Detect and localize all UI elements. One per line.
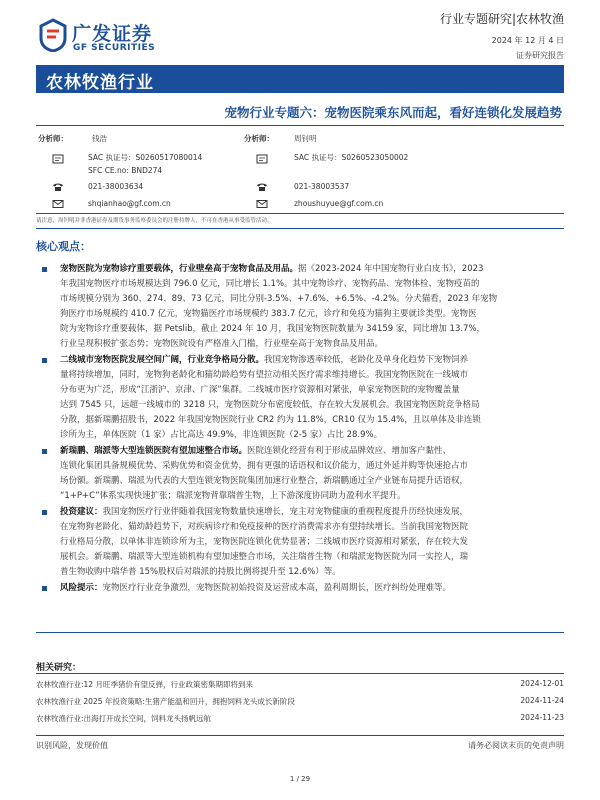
analyst-1-phone: 021-38003634 (88, 182, 144, 191)
key-point-text: 我国宠物医疗行业伴随着我国宠物数量快速增长，宠主对宠物健康的重视程度提升历经快速发展， (102, 507, 469, 517)
related-research-date: 2024-11-24 (520, 696, 564, 705)
related-research-date: 2024-12-01 (520, 679, 564, 688)
key-point-item (42, 444, 572, 504)
email-icon (256, 199, 268, 209)
key-point-text: 分布更为广泛，形成“江浙沪、京津、广深”集群。二线城市医疗资源相对紧张，单家宠物医院的宠物覆盖量 (60, 385, 460, 395)
related-research-divider (36, 673, 564, 674)
related-research-row[interactable] (36, 696, 564, 708)
industry-name: 农林牧渔行业 (46, 73, 154, 93)
industry-banner (36, 65, 564, 93)
analyst-2-name: 周钊明 (294, 134, 317, 143)
key-point-text: 诊所为主，单体医院（1 家）占比高达 49.9%，非连锁医院（2-5 家）占比 28.9%。 (60, 430, 383, 440)
disclaimer-divider (36, 228, 564, 229)
footer-slogan: 识别风险，发现价值 (36, 741, 108, 750)
key-point-text: 医院连锁化经营有利于形成品牌效应、增加客户黏性、 (247, 446, 452, 456)
brand-logo (38, 18, 178, 58)
key-point-text: 量将持续增加，同时，宠物狗老龄化和猫幼龄趋势有望拉动相关医疗需求维持增长。我国宠物医院在一线城市 (60, 370, 469, 380)
related-research-heading: 相关研究： (36, 663, 82, 673)
analyst-label: 分析师： (244, 134, 274, 143)
related-research-title[interactable]: 农林牧渔行业:出海打开成长空间，饲料龙头扬帆远航 (36, 714, 212, 723)
gf-logo-icon (38, 18, 68, 52)
bullet-marker-icon (42, 586, 47, 591)
key-points-heading: 核心观点： (36, 240, 91, 253)
related-research-row[interactable] (36, 713, 564, 725)
key-point-lead: 投资建议： (60, 507, 103, 517)
key-point-text: 宠物医疗行业竞争激烈，宠物医院初始投资及运营成本高，盈利周期长，医疗纠纷处理难等。 (102, 583, 452, 593)
analyst-2-email[interactable]: zhoushuyue@gf.com.cn (294, 199, 384, 208)
key-point-item (42, 581, 572, 596)
key-points-list (42, 262, 572, 597)
key-point-text: 在宠物狗老龄化、猫幼龄趋势下，对疾病诊疗和免疫接种的医疗消费需求亦有望持续增长。当前我国宠物医院 (60, 522, 469, 532)
brand-name-cn: 广发证券 (72, 23, 153, 45)
analyst-1-sac: SAC 执证号：S0260517080014 (88, 153, 203, 162)
key-point-text: 展机会。新瑞鹏、瑞派等大型连锁机构有望加速整合市场，关注瑞普生物（和瑞派宠物医院为同一实控人，瑞 (60, 552, 469, 562)
footer-disclaimer-note[interactable]: 请务必阅读末页的免责声明 (468, 741, 564, 750)
bullet-marker-icon (42, 510, 47, 515)
report-type: 证券研究报告 (516, 51, 564, 60)
email-icon (52, 199, 64, 209)
analyst-2-label-row (244, 133, 274, 144)
related-research-row[interactable] (36, 679, 564, 691)
phone-icon (256, 182, 268, 192)
report-header-info (440, 10, 564, 61)
bullet-marker-icon (42, 358, 47, 363)
title-divider (36, 125, 564, 126)
key-point-text: “1+P+C”体系实现快速扩张；瑞派宠物背靠瑞普生物，上下游深度协同助力盈利水平提升。 (60, 491, 406, 501)
analyst-2-phone: 021-38003537 (294, 182, 350, 191)
key-point-text: 市场规模分别为 360、274、89、73 亿元，同比分别-3.5%、+7.6%、+6.5%、-4.2%。分犬猫看，2023 年宠物 (60, 294, 498, 304)
brand-name-en: GF SECURITIES (73, 43, 156, 53)
key-point-text: 院为宠物诊疗重要载体，据 Petslib，截止 2024 年 10 月，我国宠物医院数量为 34159 家，同比增加 13.7%， (60, 324, 486, 334)
key-point-text: 行业格局分散，以单体非连锁诊所为主，宠物医院连锁化优势显著；二线城市医疗资源相对紧张，存在较大发 (60, 537, 469, 547)
key-point-text: 据《2023-2024 年中国宠物行业白皮书》，2023 (298, 264, 484, 274)
key-point-lead: 新瑞鹏、瑞派等大型连锁医院有望加速整合市场。 (60, 446, 248, 456)
key-point-item (42, 353, 572, 443)
analyst-1-sfc: SFC CE.no: BND274 (88, 166, 163, 175)
analyst-1-label-row (38, 133, 68, 144)
key-point-lead: 宠物医院为宠物诊疗重要载体，行业壁垒高于宠物食品及用品。 (60, 264, 299, 274)
key-point-text: 我国宠物渗透率较低，老龄化及单身化趋势下宠物饲养 (264, 355, 469, 365)
key-point-text: 行业呈现积极扩张态势；宠物医院设有严格准入门槛，行业壁垒高于宠物食品及用品。 (60, 339, 384, 349)
related-research-title[interactable]: 农林牧渔行业 2025 年投资策略:生猪产能温和回升，拥抱饲料龙头成长新阶段 (36, 697, 295, 706)
key-point-item (42, 262, 572, 352)
analyst-disclaimer: 请注意，周钊明并非香港证券及期货事务监察委员会的注册持牌人，不可在香港从事受监管活动。 (36, 218, 273, 224)
report-date: 2024 年 12 月 4 日 (491, 36, 564, 45)
phone-icon (52, 182, 64, 192)
key-point-text: 场份额。新瑞鹏、瑞派为代表的大型连锁宠物医院集团加速行业整合，新瑞鹏通过全产业链布局提升话语权， (60, 476, 469, 486)
analyst-2-sac: SAC 执证号：S0260523050002 (294, 153, 409, 162)
key-point-lead: 二线城市宠物医院发展空间广阔，行业竞争格局分散。 (60, 355, 265, 365)
key-point-text: 狗医疗市场规模约 410.7 亿元，宠物猫医疗市场规模约 383.7 亿元，诊疗和免疫为猫狗主要就诊类型。宠物医 (60, 309, 477, 319)
report-title: 宠物行业专题六：宠物医院乘东风而起，看好连锁化发展趋势 (224, 105, 562, 120)
analyst-1-name: 钱浩 (92, 134, 107, 143)
key-point-text: 达到 7545 只，远超一线城市的 3218 只，宠物医院分布密度较低，存在较大发展机会。我国宠物医院竞争格局 (60, 400, 480, 410)
page-number: 1 / 29 (289, 775, 311, 783)
report-category: 行业专题研究|农林牧渔 (439, 12, 564, 26)
certificate-icon (52, 154, 64, 164)
related-research-bottom-divider (36, 735, 564, 736)
key-point-text: 普生物收购中瑞华普 15%股权后对瑞派的持股比例将提升至 12.6%）等。 (60, 567, 341, 577)
certificate-icon (256, 154, 268, 164)
key-point-text: 年我国宠物医疗市场规模达到 796.0 亿元，同比增长 1.1%。其中宠物诊疗、宠物药品、宠物体检、宠物疫苗的 (60, 279, 480, 289)
related-research-date: 2024-11-23 (520, 713, 564, 722)
key-point-text: 分散，据新瑞鹏招股书，2022 年我国宠物医院行业 CR2 约为 11.8%，CR10 仅为 15.4%，且以单体及非连锁 (60, 415, 481, 425)
analyst-label: 分析师： (38, 134, 68, 143)
analyst-1-email[interactable]: shqianhao@gf.com.cn (88, 199, 171, 208)
bullet-marker-icon (42, 267, 47, 272)
bullet-marker-icon (42, 449, 47, 454)
related-research-top-divider (36, 632, 564, 633)
key-point-lead: 风险提示： (60, 583, 103, 593)
related-research-title[interactable]: 农林牧渔行业:12 月旺季猪价有望反弹，行业政策密集期即将到来 (36, 680, 253, 689)
key-point-text: 连锁化集团具备规模优势、采购优势和资金优势，拥有更强的话语权和议价能力，通过外延并购等快速抢占市 (60, 461, 469, 471)
key-point-item (42, 505, 572, 580)
analyst-divider (36, 213, 564, 214)
